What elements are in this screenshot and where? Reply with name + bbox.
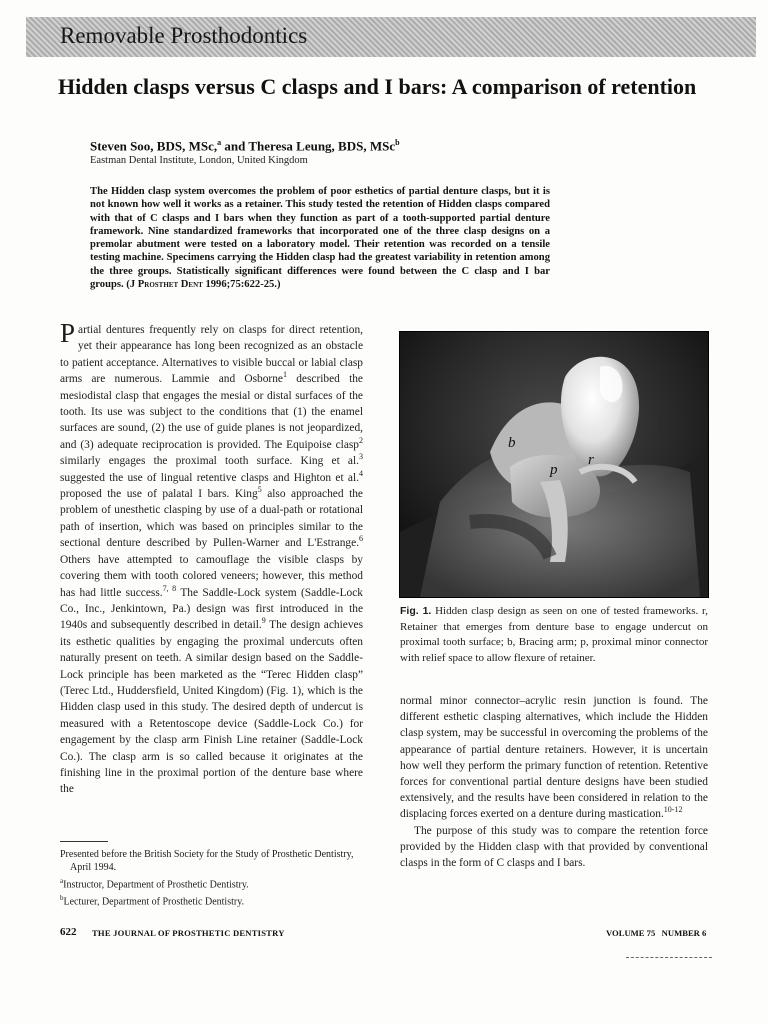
body-paragraph: The purpose of this study was to compare the retention force provided by the Hidden clasp with that provided by conventional clasps in the form of C clasps and I bars.	[400, 824, 708, 870]
volume-number: VOLUME 75 NUMBER 6	[606, 928, 707, 938]
body-text: also approached the problem of unesthetic clasping by use of a dual-path or rotational path of insertion, which was based on principles similar to the sectional denture described by Pullen-Warner and L'Estrange.	[60, 488, 363, 550]
footnote-mark: a	[60, 876, 64, 885]
body-paragraph	[400, 693, 708, 823]
journal-name: THE JOURNAL OF PROSTHETIC DENTISTRY	[92, 928, 285, 938]
reference-mark: 9	[261, 616, 266, 626]
footnote-b	[60, 892, 365, 909]
abstract	[90, 185, 550, 291]
body-right-column	[400, 693, 708, 871]
footnote-text: Lecturer, Department of Prosthetic Dentistry.	[63, 895, 245, 907]
section-banner-title: Removable Prosthodontics	[60, 23, 308, 48]
body-paragraph	[60, 318, 363, 798]
caption-text: Hidden clasp design as seen on one of tested frameworks. r, Retainer that emerges from denture base to engage undercut on proximal tooth surface; b, Bracing arm; p, proximal minor connector with relief space to allow flexure of retainer.	[400, 605, 708, 665]
reference-mark: 5	[257, 485, 262, 495]
body-left-column	[60, 318, 363, 798]
author-conjunction: and	[221, 138, 249, 154]
author-2: Theresa Leung, BDS, MSc	[248, 138, 396, 154]
figure-label-b: b	[508, 435, 516, 451]
citation-journal: Prosthet Dent	[137, 279, 203, 291]
reference-mark: 6	[359, 534, 363, 544]
article-title: Hidden clasps versus C clasps and I bars: A comparison of retention	[58, 74, 697, 99]
citation-rest: 1996;75:622-25.)	[202, 279, 281, 291]
reference-mark: 7, 8	[162, 583, 177, 593]
footnote-presented: Presented before the British Society for the Study of Prosthetic Dentistry, April 1994.	[60, 849, 354, 874]
body-text: Others have attempted to camouflage the visible clasps by covering them with tooth colored veneers; however, this method has had little success.	[60, 553, 363, 599]
abstract-text: The Hidden clasp system overcomes the problem of poor esthetics of partial denture clasps, but it is not known how well it works as a retainer. This study tested the retention of Hidden clasps compared with that of C clasps and I bars when they function as part of a tooth-supported partial denture framework. Nine standardized frameworks that incorporated one of the three clasp designs on a premolar abutment were tested on a laboratory model. Their retention was recorded on a tensile testing machine. Specimens carrying the Hidden clasp had the greatest variability in retention among the three groups. Statistically significant differences were found between the C clasp and I bar groups. (	[90, 186, 550, 291]
author-1-mark: a	[217, 138, 222, 147]
author-1: Steven Soo, BDS, MSc,	[90, 138, 218, 154]
body-text: The design achieves its esthetic qualities by engaging the proximal undercuts often naturally present on teeth. A similar design based on the Saddle-Lock principle has been marketed as the “Terec Hidden clasp” (Terec Ltd., Huddersfield, United Kingdom) (Fig. 1), which is the Hidden clasp used in this study. The desired depth of undercut is measured with a Retentoscope device (Saddle-Lock Co.) for engagement by the clasp arm Finish Line retainer (Saddle-Lock Co.). The clasp arm is so called because it originates at the finishing line in the proximal portion of the denture base where the	[60, 619, 363, 796]
body-text: similarly engages the proximal tooth surface. King et al.	[60, 455, 359, 468]
footnote-a	[60, 875, 365, 892]
figure-label-p: p	[550, 462, 558, 478]
affiliation: Eastman Dental Institute, London, United Kingdom	[90, 155, 308, 166]
footnotes	[60, 848, 365, 908]
figure-1-caption	[400, 604, 708, 667]
author-2-mark: b	[395, 138, 400, 147]
caption-label: Fig. 1.	[400, 605, 432, 617]
reference-mark: 4	[359, 468, 363, 478]
reference-mark: 1	[282, 370, 287, 380]
footnote-text: Instructor, Department of Prosthetic Dentistry.	[63, 879, 249, 891]
reference-mark: 2	[359, 436, 363, 446]
figure-label-r: r	[588, 452, 594, 468]
section-banner	[26, 17, 756, 57]
citation-j: J	[129, 279, 136, 291]
body-text: proposed the use of palatal I bars. King	[60, 488, 258, 501]
footnote-mark: b	[60, 893, 64, 902]
figure-1-photo	[399, 331, 709, 598]
reference-mark: 3	[359, 452, 363, 462]
body-text: suggested the use of lingual retentive clasps and Highton et al.	[60, 471, 359, 484]
body-text: described the mesiodistal clasp that engages the mesial or distal surfaces of the tooth. Its use was subject to the conditions that (1) the enamel surfaces are sound, (2) the use of guide planes is not jeopardized, and (3) adequate reciprocation is provided. The Equipoise clasp	[60, 373, 363, 451]
drop-cap: P	[60, 318, 76, 348]
body-text: artial dentures frequently rely on clasps for direct retention, yet their appearance has long been recognized as an obstacle to patient acceptance. Alternatives to visible buccal or labial clasp arms are numerous. Lammie and Osborne	[60, 324, 363, 386]
author-line	[90, 138, 400, 154]
clasp-photo-illustration	[400, 332, 708, 597]
page-number: 622	[60, 926, 77, 938]
footnote-rule	[60, 841, 108, 842]
footer-rule	[626, 957, 712, 958]
body-text: The Saddle-Lock system (Saddle-Lock Co., Inc., Jenkintown, Pa.) design was first introduced in the 1940s and subsequently described in detail.	[60, 586, 363, 632]
body-text: normal minor connector–acrylic resin junction is found. The different esthetic clasping alternatives, which include the Hidden clasp system, may be successful in overcoming the problems of the appearance of partial denture retainers. However, it is uncertain how well they perform the primary function of retention. Retentive forces for conventional partial denture designs have been studied extensively, and the results have been considered in relation to the displacing forces exerted on a denture during mastication.	[400, 695, 708, 821]
reference-mark: 10-12	[663, 805, 683, 815]
